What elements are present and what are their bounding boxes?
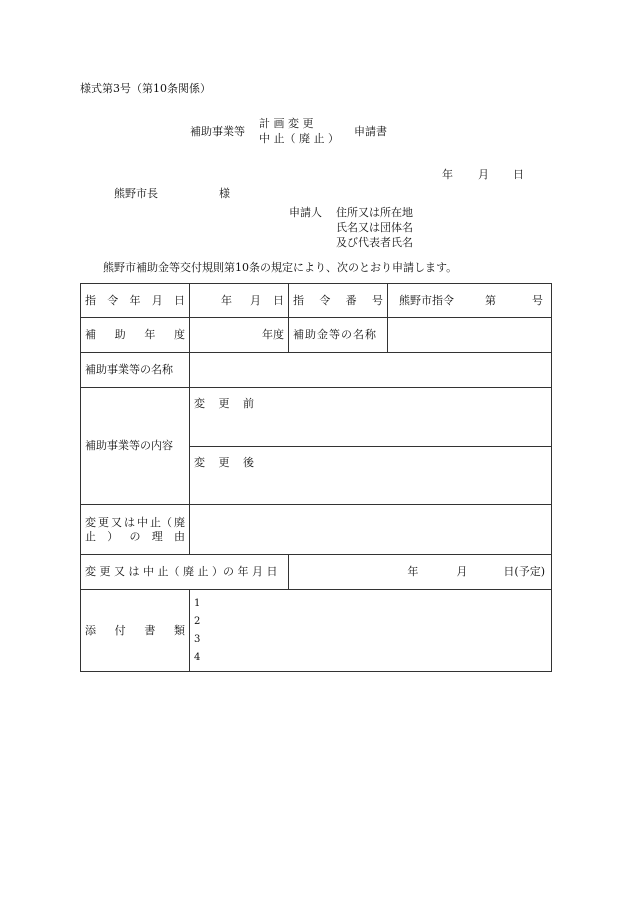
title-prefix: 補助事業等 — [190, 125, 245, 138]
attachment-item: 1 — [194, 598, 201, 609]
attachment-item: 4 — [194, 652, 201, 663]
after-label: 変 更 後 — [194, 456, 259, 469]
row-attachments — [81, 590, 552, 672]
attachments-list — [194, 595, 547, 667]
addressee-honorific: 様 — [219, 187, 230, 200]
change-date-value[interactable]: 年 月 日(予定) — [289, 555, 552, 590]
fiscal-year-label: 補 助 年 度 — [81, 318, 190, 353]
reason-label: 変 更 又 は 中 止（ 廃 止 ） の 理 由 — [81, 505, 190, 555]
order-date-value[interactable]: 年 月 日 — [190, 284, 289, 318]
attachment-item: 3 — [194, 634, 201, 645]
applicant-label: 申請人 — [289, 206, 322, 219]
row-order — [81, 284, 552, 318]
applicant-address-label: 住所又は所在地 — [336, 206, 413, 219]
order-date-label: 指 令 年 月 日 — [81, 284, 190, 318]
after-box[interactable] — [190, 446, 551, 504]
order-number-value[interactable]: 熊野市指令 第 号 — [388, 284, 552, 318]
row-change-date — [81, 555, 552, 590]
date-month: 月 — [478, 168, 489, 181]
title-option-change: 計 画 変 更 — [259, 117, 314, 130]
applicant-name-label: 氏名又は団体名 — [336, 221, 413, 234]
subsidy-name-label: 補助金等の名称 — [289, 318, 388, 353]
attachments-label: 添 付 書 類 — [81, 590, 190, 672]
addressee-name: 熊野市長 — [114, 187, 158, 200]
reason-value[interactable] — [190, 505, 552, 555]
applicant-rep-label: 及び代表者氏名 — [336, 236, 413, 249]
project-name-label: 補助事業等の名称 — [81, 353, 190, 388]
before-box[interactable] — [190, 388, 551, 446]
application-table — [80, 283, 552, 672]
row-reason — [81, 505, 552, 555]
content-label: 補助事業等の内容 — [81, 388, 190, 505]
form-number: 様式第3号（第10条関係） — [80, 82, 211, 95]
date-year: 年 — [442, 168, 453, 181]
row-project-name — [81, 353, 552, 388]
order-number-label: 指 令 番 号 — [289, 284, 388, 318]
content-value — [190, 388, 552, 505]
project-name-value[interactable] — [190, 353, 552, 388]
change-date-label: 変 更 又 は 中 止（ 廃 止 ）の 年 月 日 — [81, 555, 289, 590]
fiscal-year-value[interactable]: 年度 — [190, 318, 289, 353]
subsidy-name-value[interactable] — [388, 318, 552, 353]
attachments-value[interactable] — [190, 590, 552, 672]
title-option-cancel: 中 止（ 廃 止 ） — [259, 132, 339, 145]
row-content — [81, 388, 552, 505]
intro-text: 熊野市補助金等交付規則第10条の規定により、次のとおり申請します。 — [103, 261, 458, 274]
before-label: 変 更 前 — [194, 397, 259, 410]
attachment-item: 2 — [194, 616, 201, 627]
row-fiscal-year — [81, 318, 552, 353]
date-day: 日 — [513, 168, 524, 181]
title-suffix: 申請書 — [354, 125, 387, 138]
